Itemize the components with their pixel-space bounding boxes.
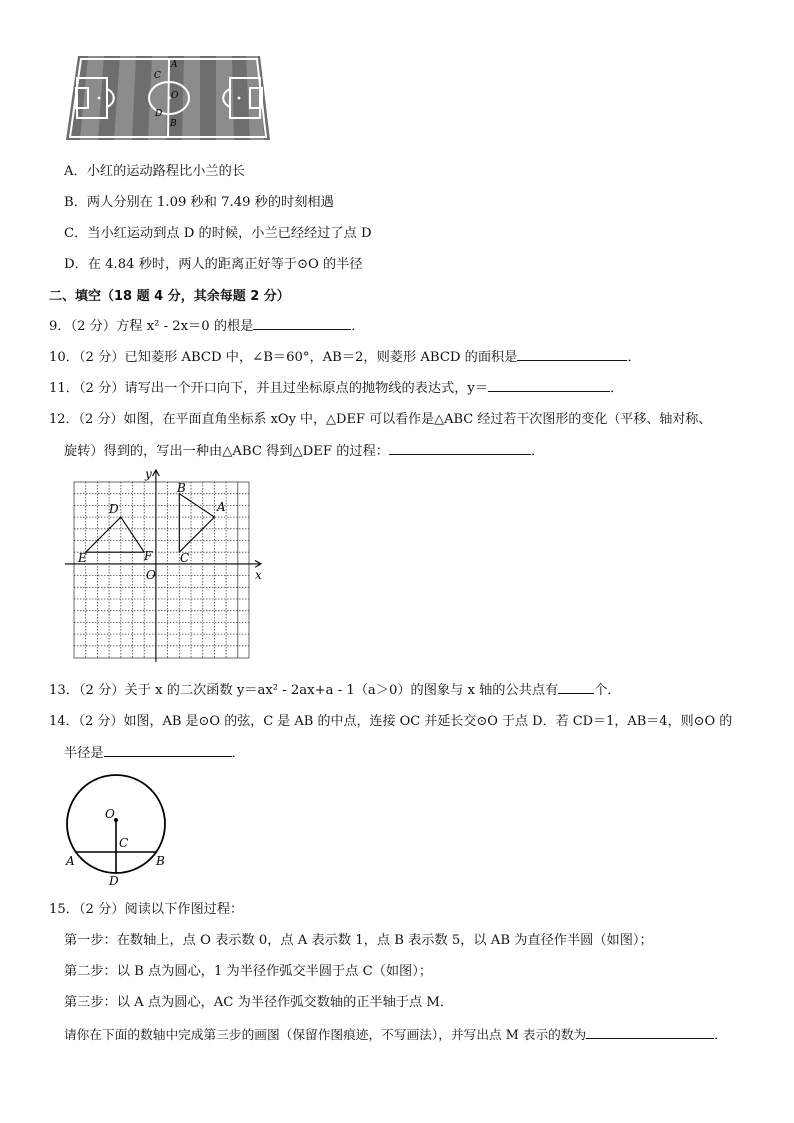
question-11 <box>49 377 623 396</box>
question-15-title: 15．（2 分）阅读以下作图过程： <box>49 902 244 917</box>
q15-end: ． <box>714 1027 727 1042</box>
option-a: A．小红的运动路程比小兰的长 <box>64 164 245 179</box>
field-label-d: D <box>155 109 163 119</box>
field-label-b: B <box>170 119 177 129</box>
grid-label-b: B <box>177 481 186 495</box>
question-15-step1: 第一步：在数轴上，点 O 表示数 0，点 A 表示数 1，点 B 表示数 5，以 AB 为直径作半圆（如图）； <box>64 933 653 948</box>
question-15-step3: 第三步：以 A 点为圆心，AC 为半径作弧交数轴的正半轴于点 M． <box>64 995 454 1010</box>
question-9 <box>49 315 365 334</box>
soccer-field-figure <box>64 56 272 142</box>
question-15-ask <box>64 1024 727 1043</box>
question-13 <box>49 679 621 698</box>
grid-label-o: O <box>146 568 156 582</box>
q14-text: 半径是 <box>64 746 104 761</box>
grid-label-c: C <box>180 551 190 565</box>
question-14-line2 <box>64 742 245 761</box>
grid-label-x: x <box>255 568 262 582</box>
question-15-step2: 第二步：以 B 点为圆心，1 为半径作弧交半圆于点 C（如图）； <box>64 964 433 979</box>
q13-text: 13．（2 分）关于 x 的二次函数 y＝ax² - 2ax+a - 1（a＞0）的图象与 x 轴的公共点有 <box>49 683 559 698</box>
circle-label-o: O <box>105 807 115 821</box>
question-10 <box>49 346 641 365</box>
q13-end: 个． <box>594 683 621 698</box>
q10-text: 10．（2 分）已知菱形 ABCD 中，∠B＝60°，AB＝2，则菱形 ABCD 的面积是 <box>49 350 518 365</box>
q11-text: 11．（2 分）请写出一个开口向下，并且过坐标原点的抛物线的表达式，y＝ <box>49 381 489 396</box>
grid-label-f: F <box>144 549 153 563</box>
question-12-line2 <box>64 440 544 459</box>
q10-end: ． <box>627 350 641 365</box>
option-b: B．两人分别在 1.09 秒和 7.49 秒的时刻相遇 <box>64 195 334 210</box>
circle-label-a: A <box>66 854 75 868</box>
coordinate-grid-figure <box>62 466 270 664</box>
q9-end: ． <box>351 319 365 334</box>
q11-answer-blank[interactable] <box>488 379 610 392</box>
question-12-line1: 12．（2 分）如图，在平面直角坐标系 xOy 中，△DEF 可以看作是△ABC 经过若干次图形的变化（平移、轴对称、 <box>49 412 712 427</box>
q14-answer-blank[interactable] <box>104 744 232 757</box>
q10-answer-blank[interactable] <box>517 348 627 361</box>
q14-end: ． <box>231 746 245 761</box>
circle-label-c: C <box>119 836 129 850</box>
field-label-o: O <box>171 91 179 101</box>
grid-label-a: A <box>217 500 226 514</box>
option-d: D．在 4.84 秒时，两人的距离正好等于⊙O 的半径 <box>64 257 363 272</box>
q11-end: ． <box>610 381 624 396</box>
question-14-line1: 14．（2 分）如图，AB 是⊙O 的弦，C 是 AB 的中点，连接 OC 并延长交⊙O 于点 D．若 CD＝1，AB＝4，则⊙O 的 <box>49 714 733 729</box>
section-heading: 二、填空（18 题 4 分，其余每题 2 分） <box>49 289 290 304</box>
circle-label-b: B <box>156 854 165 868</box>
q12-answer-blank[interactable] <box>389 442 531 455</box>
q12-text: 旋转）得到的，写出一种由△ABC 得到△DEF 的过程： <box>64 444 389 459</box>
q15-answer-blank[interactable] <box>586 1026 714 1039</box>
q13-answer-blank[interactable] <box>558 681 594 694</box>
q12-end: ． <box>530 444 545 459</box>
grid-label-e: E <box>78 551 87 565</box>
q9-answer-blank[interactable] <box>253 317 351 330</box>
grid-label-d: D <box>109 502 119 516</box>
q15-text: 请你在下面的数轴中完成第三步的画图（保留作图痕迹，不写画法），并写出点 M 表示的数为 <box>64 1027 587 1042</box>
option-c: C．当小红运动到点 D 的时候，小兰已经经过了点 D <box>64 226 372 241</box>
q9-text: 9．（2 分）方程 x² - 2x＝0 的根是 <box>49 319 254 334</box>
field-label-c: C <box>154 71 161 81</box>
field-label-a: A <box>171 60 178 70</box>
circle-figure <box>60 768 175 890</box>
circle-label-d: D <box>109 874 119 888</box>
grid-label-y: y <box>145 467 152 481</box>
